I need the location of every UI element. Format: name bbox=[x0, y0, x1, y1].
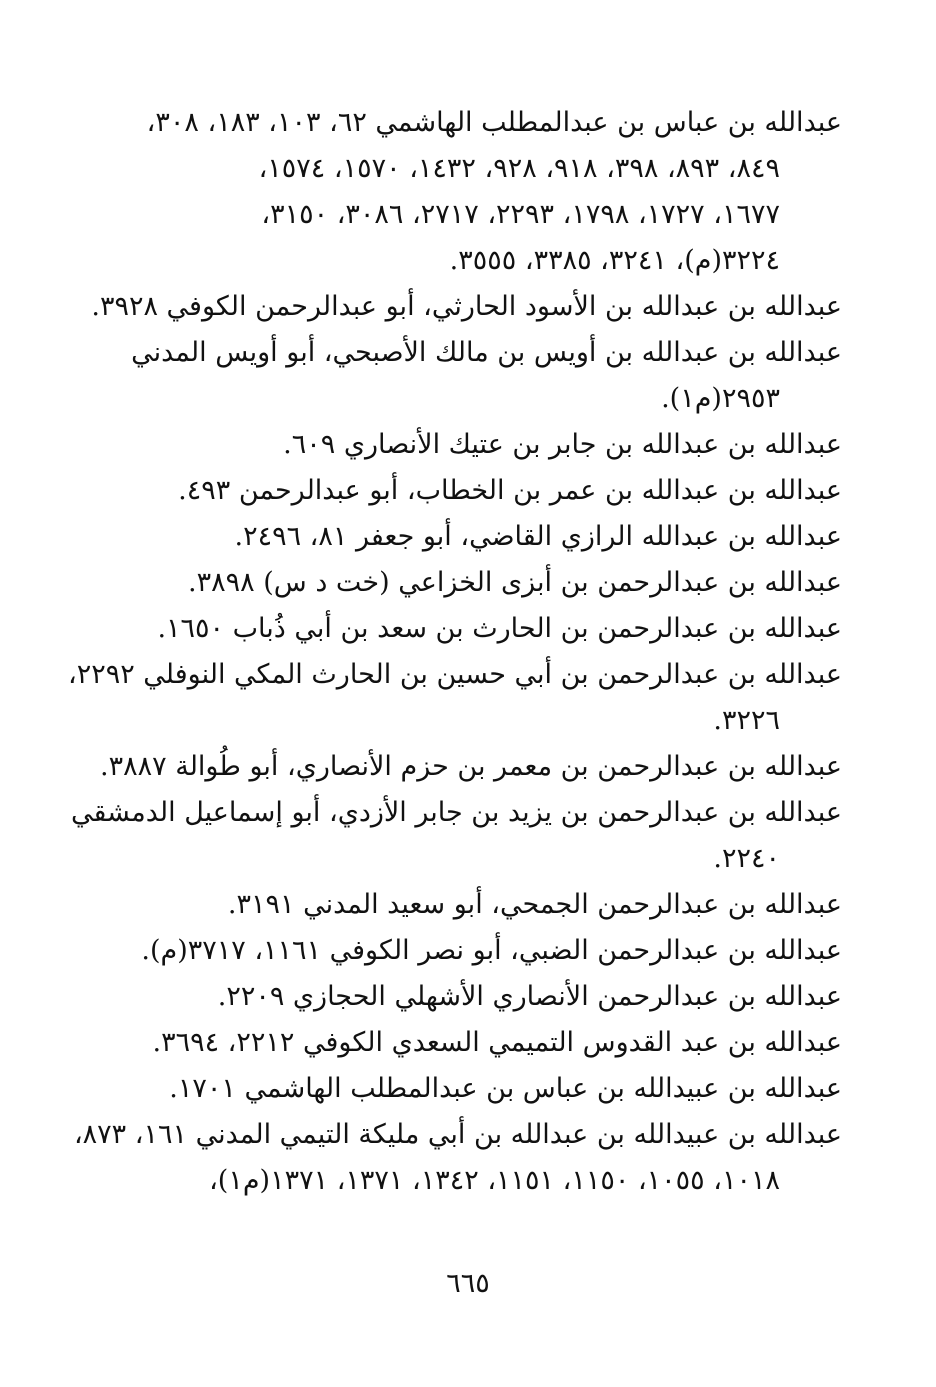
index-entry bbox=[67, 652, 842, 744]
entry-heading-line: عبدالله بن عبدالله بن عمر بن الخطاب، أبو عبدالرحمن ٤٩٣. bbox=[178, 475, 842, 506]
entry-continuation-line: ٢٩٥٣(م١). bbox=[661, 383, 780, 414]
entry-heading-line: عبدالله بن عبيدالله بن عباس بن عبدالمطلب الهاشمي ١٧٠١. bbox=[169, 1073, 842, 1104]
index-entry bbox=[73, 1112, 842, 1204]
entry-heading-line: عبدالله بن عبدالرحمن الأنصاري الأشهلي الحجازي ٢٢٠٩. bbox=[217, 981, 842, 1012]
entry-continuation-line: ١٠١٨، ١٠٥٥، ١١٥٠، ١١٥١، ١٣٤٢، ١٣٧١، ١٣٧١(م١)، bbox=[209, 1165, 780, 1196]
index-entry bbox=[71, 790, 842, 882]
index-entry bbox=[140, 606, 842, 652]
index-entry bbox=[140, 928, 842, 974]
entry-heading-line: عبدالله بن عبدالله الرازي القاضي، أبو جعفر ٨١، ٢٤٩٦. bbox=[234, 521, 842, 552]
index-entry bbox=[140, 514, 842, 560]
entry-heading-line: عبدالله بن عبدالرحمن الجمحي، أبو سعيد المدني ٣١٩١. bbox=[227, 889, 842, 920]
index-entries bbox=[67, 100, 842, 1204]
entry-heading-line: عبدالله بن عبد القدوس التميمي السعدي الكوفي ٢٢١٢، ٣٦٩٤. bbox=[152, 1027, 842, 1058]
page-number: ٦٦٥ bbox=[446, 1268, 490, 1299]
entry-continuation-line: ٣٢٢٦. bbox=[713, 705, 780, 736]
index-entry bbox=[140, 422, 842, 468]
index-entry bbox=[140, 882, 842, 928]
index-entry bbox=[140, 1020, 842, 1066]
index-entry bbox=[140, 100, 842, 284]
entry-heading-line: عبدالله بن عبدالرحمن بن معمر بن حزم الأنصاري، أبو طُوالة ٣٨٨٧. bbox=[100, 751, 842, 782]
entry-heading-line: عبدالله بن عبدالرحمن بن يزيد بن جابر الأزدي، أبو إسماعيل الدمشقي bbox=[71, 797, 842, 828]
index-page-body bbox=[67, 100, 842, 1204]
index-entry bbox=[140, 1066, 842, 1112]
entry-heading-line: عبدالله بن عبدالله بن أويس بن مالك الأصبحي، أبو أويس المدني bbox=[131, 337, 842, 368]
index-entry bbox=[131, 330, 842, 422]
entry-continuation-line: ٣٢٢٤(م)، ٣٢٤١، ٣٣٨٥، ٣٥٥٥. bbox=[449, 245, 780, 276]
index-entry bbox=[100, 744, 842, 790]
entry-heading-line: عبدالله بن عبدالله بن الأسود الحارثي، أبو عبدالرحمن الكوفي ٣٩٢٨. bbox=[91, 291, 842, 322]
entry-heading-line: عبدالله بن عباس بن عبدالمطلب الهاشمي ٦٢، ١٠٣، ١٨٣، ٣٠٨، bbox=[146, 107, 842, 138]
index-entry bbox=[91, 284, 842, 330]
index-entry bbox=[140, 560, 842, 606]
entry-heading-line: عبدالله بن عبيدالله بن عبدالله بن أبي مليكة التيمي المدني ١٦١، ٨٧٣، bbox=[73, 1119, 842, 1150]
index-entry bbox=[140, 974, 842, 1020]
entry-heading-line: عبدالله بن عبدالرحمن الضبي، أبو نصر الكوفي ١١٦١، ٣٧١٧(م). bbox=[141, 935, 842, 966]
index-entry bbox=[140, 468, 842, 514]
entry-heading-line: عبدالله بن عبدالله بن جابر بن عتيك الأنصاري ٦٠٩. bbox=[283, 429, 842, 460]
entry-heading-line: عبدالله بن عبدالرحمن بن أبزى الخزاعي (خت د س) ٣٨٩٨. bbox=[188, 567, 842, 598]
entry-continuation-line: ٨٤٩، ٨٩٣، ٣٩٨، ٩١٨، ٩٢٨، ١٤٣٢، ١٥٧٠، ١٥٧٤، bbox=[258, 153, 780, 184]
entry-heading-line: عبدالله بن عبدالرحمن بن الحارث بن سعد بن أبي ذُباب ١٦٥٠. bbox=[157, 613, 842, 644]
entry-heading-line: عبدالله بن عبدالرحمن بن أبي حسين بن الحارث المكي النوفلي ٢٢٩٢، bbox=[67, 659, 842, 690]
entry-continuation-line: ٢٢٤٠. bbox=[713, 843, 780, 874]
entry-continuation-line: ١٦٧٧، ١٧٢٧، ١٧٩٨، ٢٢٩٣، ٢٧١٧، ٣٠٨٦، ٣١٥٠، bbox=[261, 199, 780, 230]
